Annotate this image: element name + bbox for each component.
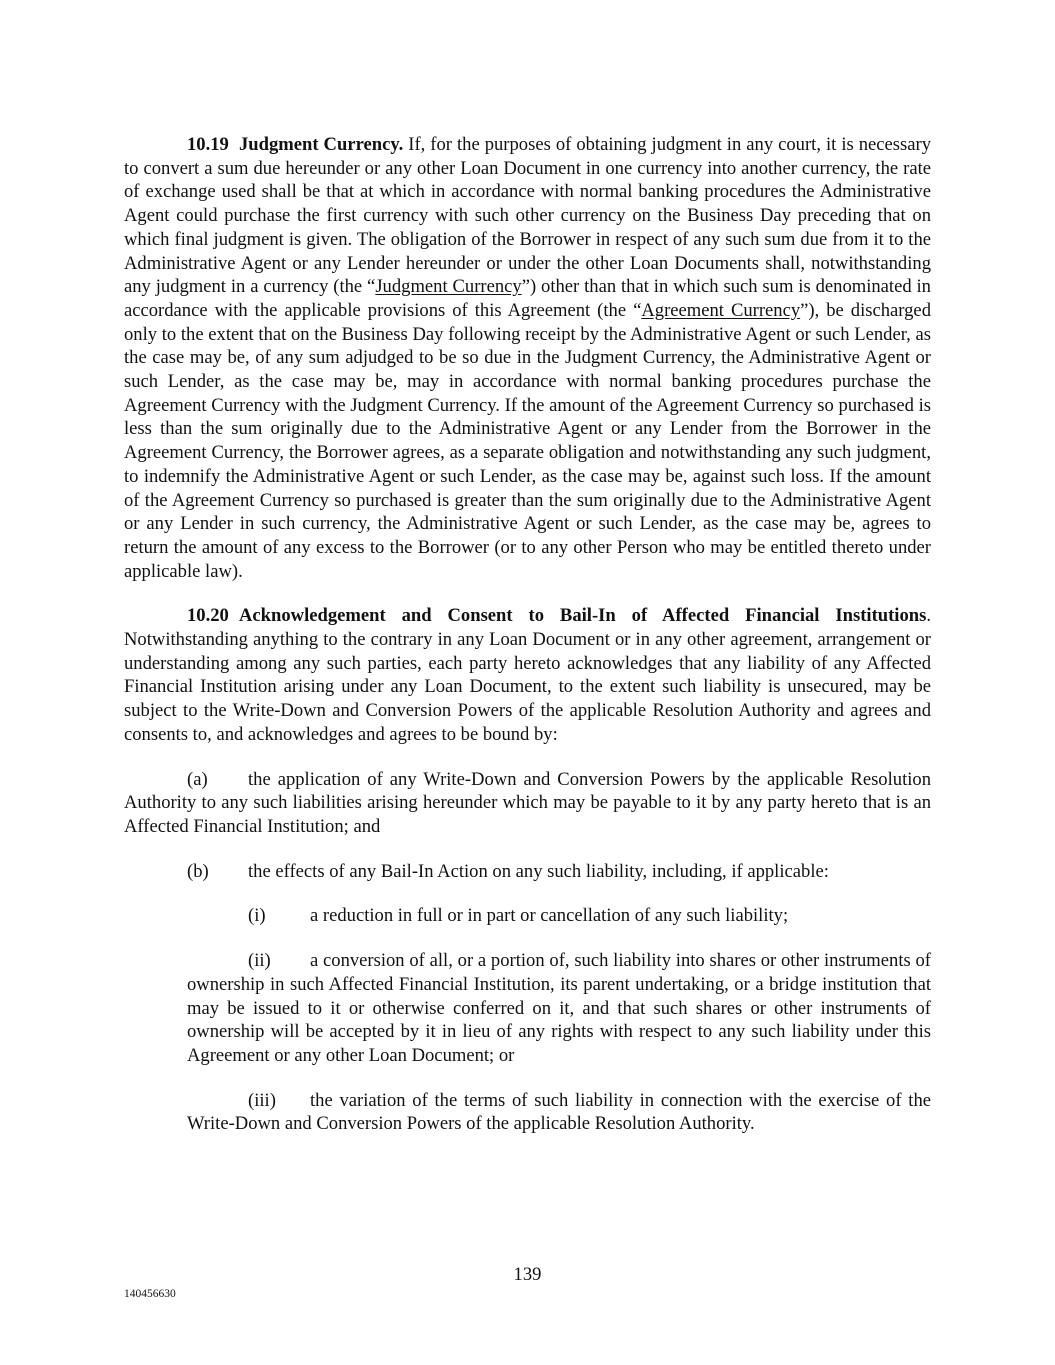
clause-text: the application of any Write-Down and Conversion Powers by the applicable Resolution Authority to any such liabilities arising hereunder which may be payable to it by any party hereto that is an Affected Financial Institution; and <box>124 768 931 837</box>
defined-term-judgment-currency: Judgment Currency <box>375 276 522 298</box>
clause-label: (b) <box>187 860 209 882</box>
document-page <box>124 133 931 1136</box>
section-title: Acknowledgement and Consent to Bail-In of Affected Financial Institutions <box>239 605 927 627</box>
subclause-ii <box>187 949 931 1068</box>
clause-a <box>124 768 931 839</box>
subclause-i <box>187 904 931 928</box>
section-text: Notwithstanding anything to the contrary in any Loan Document or in any other agreement, arrangement or understanding among any such parties, each party hereto acknowledges that any liability of any Affected Financial Institution arising under any Loan Document, to the extent such liability is unsecured, may be subject to the Write-Down and Conversion Powers of the applicable Resolution Authority and agrees and consents to, and acknowledges and agrees to be bound by: <box>124 629 931 745</box>
section-text: If, for the purposes of obtaining judgment in any court, it is necessary to convert a sum due hereunder or any other Loan Document in one currency into another currency, the rate of exchange used shall be that at which in accordance with normal banking procedures the Administrative Agent could purchase the first currency with such other currency on the Business Day preceding that on which final judgment is given. The obligation of the Borrower in respect of any such sum due from it to the Administrative Agent or any Lender hereunder or under the other Loan Documents shall, notwithstanding any judgment in a currency (the “ <box>124 134 931 298</box>
subclause-label: (i) <box>248 905 266 927</box>
clause-b <box>124 860 931 884</box>
defined-term-agreement-currency: Agreement Currency <box>641 299 801 321</box>
subclause-text: a conversion of all, or a portion of, such liability into shares or other instruments of ownership in such Affected Financial Institution, its parent undertaking, or a bridge institution that may be issued to it or otherwise conferred on it, and that such shares or other instruments of ownership will be accepted by it in lieu of any rights with respect to any such liability under this Agreement or any other Loan Document; or <box>187 950 931 1066</box>
document-id: 140456630 <box>124 1288 176 1300</box>
section-text: ”), be discharged only to the extent that on the Business Day following receipt by the Administrative Agent or such Lender, as the case may be, of any sum adjudged to be so due in the Judgment Currency, the Administrative Agent or such Lender, as the case may be, may in accordance with normal banking procedures purchase the Agreement Currency with the Judgment Currency. If the amount of the Agreement Currency so purchased is less than the sum originally due to the Administrative Agent or any Lender from the Borrower in the Agreement Currency, the Borrower agrees, as a separate obligation and notwithstanding any such judgment, to indemnify the Administrative Agent or such Lender, as the case may be, against such loss. If the amount of the Agreement Currency so purchased is greater than the sum originally due to the Administrative Agent or any Lender in such currency, the Administrative Agent or such Lender, as the case may be, agrees to return the amount of any excess to the Borrower (or to any other Person who may be entitled thereto under applicable law). <box>124 299 931 582</box>
subclause-label: (ii) <box>248 950 271 972</box>
subclause-label: (iii) <box>248 1089 276 1111</box>
section-10-20-heading <box>187 605 926 626</box>
section-number: 10.19 <box>187 134 229 155</box>
section-10-20-paragraph <box>124 604 931 746</box>
section-number: 10.20 <box>187 605 229 627</box>
section-10-19-heading <box>187 134 403 155</box>
subclause-text: the variation of the terms of such liability in connection with the exercise of the Write-Down and Conversion Powers of the applicable Resolution Authority. <box>187 1089 931 1135</box>
clause-text: the effects of any Bail-In Action on any such liability, including, if applicable: <box>248 860 829 882</box>
page-number: 139 <box>513 1264 542 1285</box>
subclause-iii <box>187 1089 931 1136</box>
section-title: Judgment Currency. <box>239 134 404 155</box>
section-title-period: . <box>926 605 931 627</box>
subclause-text: a reduction in full or in part or cancellation of any such liability; <box>310 905 789 927</box>
clause-label: (a) <box>187 768 208 790</box>
section-text: ”) other than that in which such sum is denominated in accordance with the applicable provisions of this Agreement (the “ <box>124 276 931 321</box>
section-10-19-paragraph <box>124 133 931 583</box>
